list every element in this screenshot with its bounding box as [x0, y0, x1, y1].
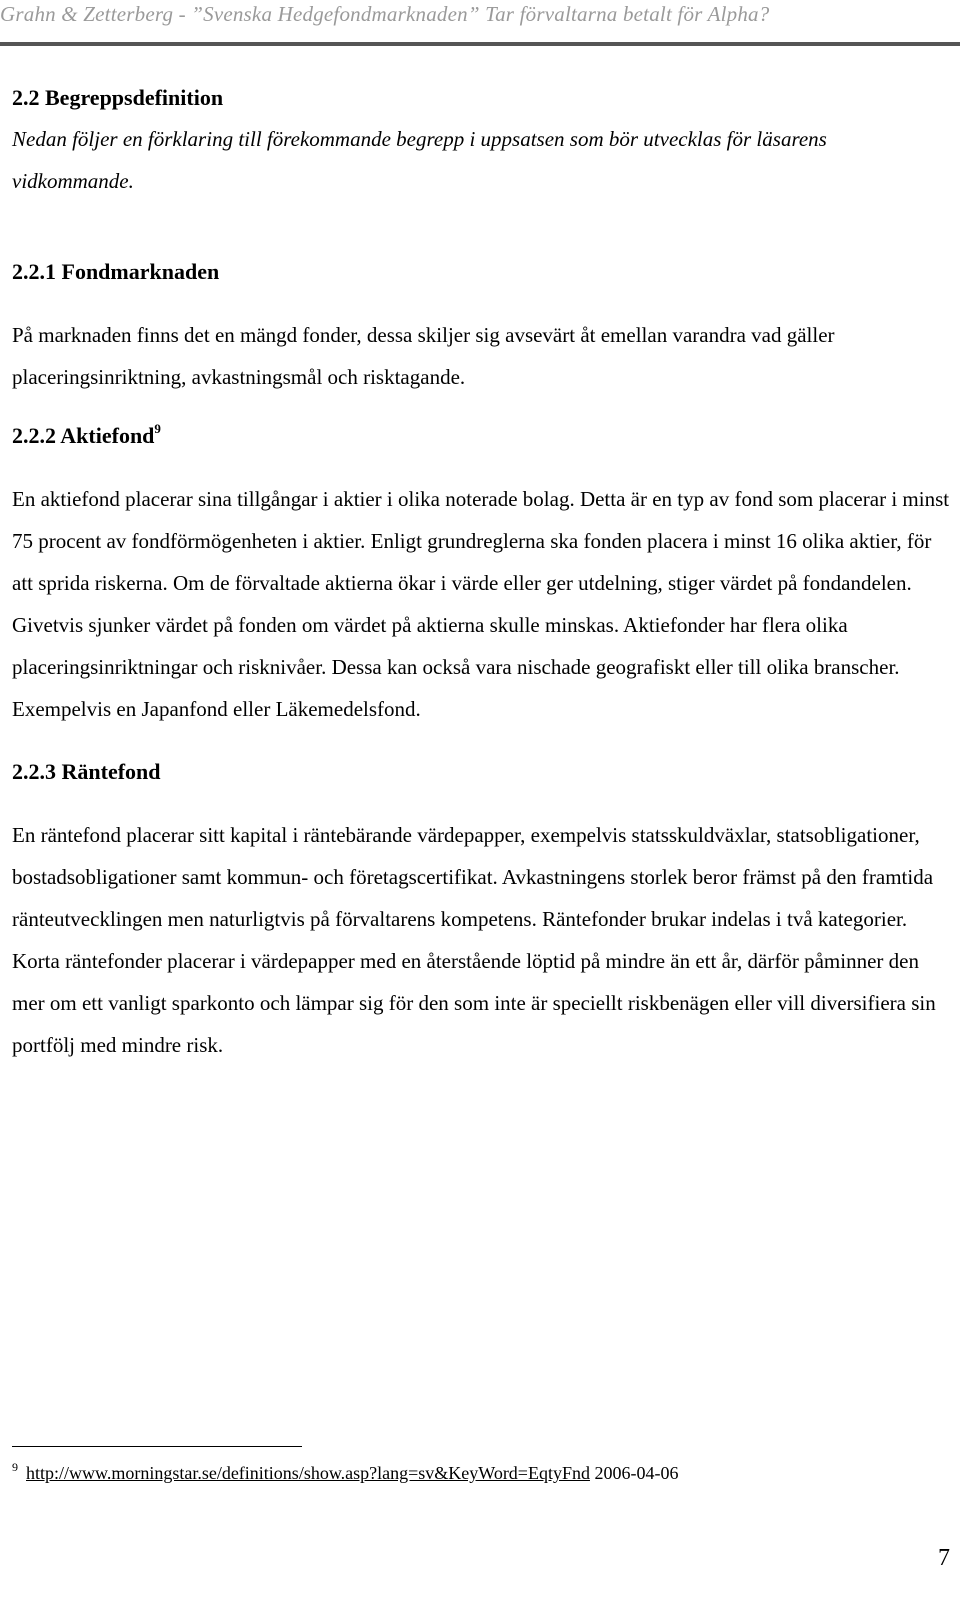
section-intro-2-2: Nedan följer en förklaring till förekommande begrepp i uppsatsen som bör utvecklas för läsarens vidkommande. — [12, 127, 827, 193]
footnote-reference[interactable]: 9 — [154, 421, 161, 436]
section-body-2-2-3-para-2: Korta räntefonder placerar i värdepapper med en återstående löptid på mindre än ett år, därför påminner den mer om ett vanligt sparkonto och lämpar sig för den som inte är speciellt riskbenägen eller vill diversifiera sin portfölj med mindre risk. — [12, 949, 936, 1057]
document-body — [12, 78, 952, 1066]
section-body-2-2-1: På marknaden finns det en mängd fonder, dessa skiljer sig avsevärt åt emellan varandra vad gäller placeringsinriktning, avkastningsmål och risktagande. — [12, 323, 835, 389]
section-heading-2-2-1: 2.2.1 Fondmarknaden — [12, 259, 220, 284]
section-heading-2-2-3: 2.2.3 Räntefond — [12, 759, 161, 784]
footnote-link[interactable]: http://www.morningstar.se/definitions/show.asp?lang=sv&KeyWord=EqtyFnd — [26, 1463, 590, 1483]
header-rule — [0, 42, 960, 46]
footnote-date: 2006-04-06 — [594, 1463, 679, 1483]
footnote-separator — [12, 1446, 302, 1447]
running-header: Grahn & Zetterberg - ”Svenska Hedgefondmarknaden” Tar förvaltarna betalt för Alpha? — [0, 2, 770, 26]
footnote — [12, 1461, 678, 1485]
section-body-2-2-3-para-1: En räntefond placerar sitt kapital i räntebärande värdepapper, exempelvis statsskuldväxlar, statsobligationer, bostadsobligationer samt kommun- och företagscertifikat. Avkastningens storlek beror främst på den framtida ränteutvecklingen men naturligtvis på förvaltarens kompetens. Räntefonder brukar indelas i två kategorier. — [12, 823, 934, 931]
section-heading-2-2-2-text: 2.2.2 Aktiefond — [12, 423, 155, 448]
section-body-2-2-2: En aktiefond placerar sina tillgångar i aktier i olika noterade bolag. Detta är en typ av fond som placerar i minst 75 procent av fondförmögenheten i aktier. Enligt grundreglerna ska fonden placera i minst 16 olika aktier, för att sprida riskerna. Om de förvaltade aktierna ökar i värde eller ger utdelning, stiger värdet på fondandelen. Givetvis sjunker värdet på fonden om värdet på aktierna skulle minskas. Aktiefonder har flera olika placeringsinriktningar och risknivåer. Dessa kan också vara nischade geografiskt eller till olika branscher. Exempelvis en Japanfond eller Läkemedelsfond. — [12, 487, 950, 721]
section-heading-2-2-2 — [12, 416, 952, 456]
footnote-number: 9 — [12, 1460, 18, 1474]
page-number: 7 — [938, 1545, 950, 1571]
section-heading-2-2: 2.2 Begreppsdefinition — [12, 85, 224, 110]
